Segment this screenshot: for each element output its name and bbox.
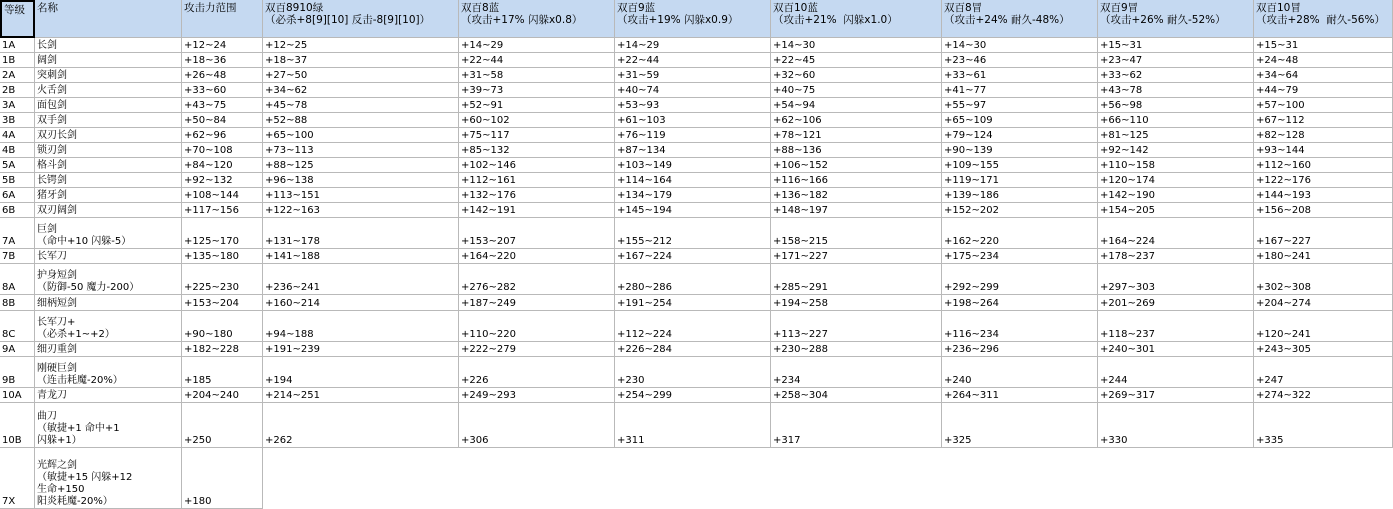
table-cell-blue8[interactable]: +276~282 xyxy=(459,264,615,295)
table-cell-blue9[interactable]: +145~194 xyxy=(615,203,771,218)
table-cell-range[interactable]: +92~132 xyxy=(182,173,263,188)
table-cell-blue9[interactable]: +114~164 xyxy=(615,173,771,188)
table-cell-range[interactable]: +117~156 xyxy=(182,203,263,218)
table-cell-risk10[interactable]: +67~112 xyxy=(1254,113,1393,128)
table-cell-risk8[interactable]: +264~311 xyxy=(942,388,1098,403)
table-cell-name[interactable]: 双刃阔剑 xyxy=(35,203,182,218)
table-cell-level[interactable]: 8A xyxy=(0,264,35,295)
table-cell-name[interactable]: 细刃重剑 xyxy=(35,342,182,357)
table-cell-level[interactable]: 2A xyxy=(0,68,35,83)
table-cell-risk8[interactable]: +152~202 xyxy=(942,203,1098,218)
table-cell-name[interactable]: 双刃长剑 xyxy=(35,128,182,143)
table-cell-level[interactable]: 3A xyxy=(0,98,35,113)
table-cell-level[interactable]: 7B xyxy=(0,249,35,264)
table-cell-name[interactable]: 长剑 xyxy=(35,38,182,53)
table-cell-name[interactable]: 长军刀+ （必杀+1~+2） xyxy=(35,311,182,342)
empty-cell[interactable] xyxy=(1098,448,1254,509)
table-cell-blue8[interactable]: +85~132 xyxy=(459,143,615,158)
table-cell-blue8[interactable]: +164~220 xyxy=(459,249,615,264)
table-cell-risk9[interactable]: +23~47 xyxy=(1098,53,1254,68)
table-cell-risk10[interactable]: +120~241 xyxy=(1254,311,1393,342)
table-cell-risk10[interactable]: +180~241 xyxy=(1254,249,1393,264)
table-cell-range[interactable]: +153~204 xyxy=(182,295,263,311)
table-cell-level[interactable]: 4A xyxy=(0,128,35,143)
table-cell-green[interactable]: +94~188 xyxy=(263,311,459,342)
table-cell-blue10[interactable]: +194~258 xyxy=(771,295,942,311)
table-cell-blue10[interactable]: +113~227 xyxy=(771,311,942,342)
table-cell-risk8[interactable]: +14~30 xyxy=(942,38,1098,53)
table-cell-risk9[interactable]: +330 xyxy=(1098,403,1254,448)
table-cell-green[interactable]: +122~163 xyxy=(263,203,459,218)
table-cell-name[interactable]: 光辉之剑 （敏捷+15 闪躲+12 生命+150 阳炎耗魔-20%） xyxy=(35,448,182,509)
table-cell-blue9[interactable]: +112~224 xyxy=(615,311,771,342)
table-cell-blue10[interactable]: +116~166 xyxy=(771,173,942,188)
table-cell-risk10[interactable]: +112~160 xyxy=(1254,158,1393,173)
table-cell-risk10[interactable]: +122~176 xyxy=(1254,173,1393,188)
table-cell-risk9[interactable]: +81~125 xyxy=(1098,128,1254,143)
table-cell-blue9[interactable]: +103~149 xyxy=(615,158,771,173)
table-cell-green[interactable]: +45~78 xyxy=(263,98,459,113)
table-cell-risk9[interactable]: +201~269 xyxy=(1098,295,1254,311)
header-cell-green[interactable]: 双百8910绿 （必杀+8[9][10] 反击-8[9][10]） xyxy=(263,0,459,38)
table-cell-risk8[interactable]: +162~220 xyxy=(942,218,1098,249)
table-cell-blue8[interactable]: +142~191 xyxy=(459,203,615,218)
table-cell-blue10[interactable]: +285~291 xyxy=(771,264,942,295)
table-cell-green[interactable]: +12~25 xyxy=(263,38,459,53)
table-cell-name[interactable]: 双手剑 xyxy=(35,113,182,128)
table-cell-risk8[interactable]: +292~299 xyxy=(942,264,1098,295)
table-cell-risk8[interactable]: +139~186 xyxy=(942,188,1098,203)
empty-cell[interactable] xyxy=(1254,448,1393,509)
table-cell-blue9[interactable]: +155~212 xyxy=(615,218,771,249)
table-cell-risk9[interactable]: +142~190 xyxy=(1098,188,1254,203)
table-cell-green[interactable]: +18~37 xyxy=(263,53,459,68)
table-cell-risk10[interactable]: +274~322 xyxy=(1254,388,1393,403)
table-cell-level[interactable]: 10B xyxy=(0,403,35,448)
table-cell-risk9[interactable]: +269~317 xyxy=(1098,388,1254,403)
table-cell-range[interactable]: +125~170 xyxy=(182,218,263,249)
table-cell-blue10[interactable]: +62~106 xyxy=(771,113,942,128)
table-cell-name[interactable]: 曲刀 （敏捷+1 命中+1 闪躲+1） xyxy=(35,403,182,448)
table-cell-blue10[interactable]: +106~152 xyxy=(771,158,942,173)
table-cell-level[interactable]: 1A xyxy=(0,38,35,53)
table-cell-green[interactable]: +236~241 xyxy=(263,264,459,295)
table-cell-risk8[interactable]: +198~264 xyxy=(942,295,1098,311)
table-cell-risk8[interactable]: +240 xyxy=(942,357,1098,388)
table-cell-risk8[interactable]: +109~155 xyxy=(942,158,1098,173)
table-cell-blue9[interactable]: +87~134 xyxy=(615,143,771,158)
table-cell-name[interactable]: 突刺剑 xyxy=(35,68,182,83)
table-cell-risk10[interactable]: +82~128 xyxy=(1254,128,1393,143)
table-cell-blue10[interactable]: +14~30 xyxy=(771,38,942,53)
table-cell-name[interactable]: 猪牙剑 xyxy=(35,188,182,203)
table-cell-name[interactable]: 锁刃剑 xyxy=(35,143,182,158)
table-cell-risk8[interactable]: +116~234 xyxy=(942,311,1098,342)
table-cell-blue10[interactable]: +171~227 xyxy=(771,249,942,264)
table-cell-name[interactable]: 刚硬巨剑 （连击耗魔-20%） xyxy=(35,357,182,388)
table-cell-blue10[interactable]: +88~136 xyxy=(771,143,942,158)
table-cell-green[interactable]: +194 xyxy=(263,357,459,388)
table-cell-risk9[interactable]: +240~301 xyxy=(1098,342,1254,357)
table-cell-blue8[interactable]: +75~117 xyxy=(459,128,615,143)
table-cell-blue8[interactable]: +60~102 xyxy=(459,113,615,128)
header-cell-blue8[interactable]: 双百8蓝 （攻击+17% 闪躲x0.8） xyxy=(459,0,615,38)
table-cell-blue10[interactable]: +230~288 xyxy=(771,342,942,357)
table-cell-level[interactable]: 6B xyxy=(0,203,35,218)
table-cell-range[interactable]: +182~228 xyxy=(182,342,263,357)
table-cell-name[interactable]: 长锷剑 xyxy=(35,173,182,188)
table-cell-range[interactable]: +62~96 xyxy=(182,128,263,143)
table-cell-risk8[interactable]: +23~46 xyxy=(942,53,1098,68)
table-cell-blue10[interactable]: +54~94 xyxy=(771,98,942,113)
table-cell-blue9[interactable]: +311 xyxy=(615,403,771,448)
table-cell-blue9[interactable]: +230 xyxy=(615,357,771,388)
table-cell-blue9[interactable]: +226~284 xyxy=(615,342,771,357)
table-cell-risk9[interactable]: +92~142 xyxy=(1098,143,1254,158)
table-cell-risk9[interactable]: +244 xyxy=(1098,357,1254,388)
table-cell-blue8[interactable]: +187~249 xyxy=(459,295,615,311)
table-cell-name[interactable]: 细柄短剑 xyxy=(35,295,182,311)
table-cell-level[interactable]: 8B xyxy=(0,295,35,311)
table-cell-blue9[interactable]: +167~224 xyxy=(615,249,771,264)
header-cell-risk9[interactable]: 双百9冒 （攻击+26% 耐久-52%） xyxy=(1098,0,1254,38)
table-cell-green[interactable]: +65~100 xyxy=(263,128,459,143)
table-cell-risk10[interactable]: +24~48 xyxy=(1254,53,1393,68)
table-cell-blue9[interactable]: +280~286 xyxy=(615,264,771,295)
table-cell-range[interactable]: +84~120 xyxy=(182,158,263,173)
table-cell-range[interactable]: +18~36 xyxy=(182,53,263,68)
table-cell-blue10[interactable]: +317 xyxy=(771,403,942,448)
table-cell-risk9[interactable]: +110~158 xyxy=(1098,158,1254,173)
table-cell-risk10[interactable]: +302~308 xyxy=(1254,264,1393,295)
table-cell-risk10[interactable]: +335 xyxy=(1254,403,1393,448)
table-cell-risk8[interactable]: +65~109 xyxy=(942,113,1098,128)
table-cell-risk9[interactable]: +118~237 xyxy=(1098,311,1254,342)
header-cell-blue9[interactable]: 双百9蓝 （攻击+19% 闪躲x0.9） xyxy=(615,0,771,38)
table-cell-level[interactable]: 5A xyxy=(0,158,35,173)
table-cell-range[interactable]: +26~48 xyxy=(182,68,263,83)
table-cell-blue10[interactable]: +32~60 xyxy=(771,68,942,83)
table-cell-range[interactable]: +50~84 xyxy=(182,113,263,128)
table-cell-level[interactable]: 7A xyxy=(0,218,35,249)
table-cell-risk10[interactable]: +93~144 xyxy=(1254,143,1393,158)
table-cell-blue9[interactable]: +53~93 xyxy=(615,98,771,113)
table-cell-range[interactable]: +135~180 xyxy=(182,249,263,264)
table-cell-blue8[interactable]: +153~207 xyxy=(459,218,615,249)
table-cell-risk9[interactable]: +66~110 xyxy=(1098,113,1254,128)
table-cell-risk10[interactable]: +34~64 xyxy=(1254,68,1393,83)
table-cell-name[interactable]: 护身短剑 （防御-50 魔力-200） xyxy=(35,264,182,295)
table-cell-green[interactable]: +214~251 xyxy=(263,388,459,403)
table-cell-risk8[interactable]: +175~234 xyxy=(942,249,1098,264)
table-cell-blue8[interactable]: +110~220 xyxy=(459,311,615,342)
table-cell-risk8[interactable]: +325 xyxy=(942,403,1098,448)
header-cell-risk8[interactable]: 双百8冒 （攻击+24% 耐久-48%） xyxy=(942,0,1098,38)
table-cell-blue9[interactable]: +134~179 xyxy=(615,188,771,203)
table-cell-risk9[interactable]: +178~237 xyxy=(1098,249,1254,264)
table-cell-blue10[interactable]: +234 xyxy=(771,357,942,388)
table-cell-name[interactable]: 面包剑 xyxy=(35,98,182,113)
table-cell-range[interactable]: +90~180 xyxy=(182,311,263,342)
empty-cell[interactable] xyxy=(615,448,771,509)
table-cell-risk10[interactable]: +247 xyxy=(1254,357,1393,388)
table-cell-risk9[interactable]: +164~224 xyxy=(1098,218,1254,249)
table-cell-risk10[interactable]: +167~227 xyxy=(1254,218,1393,249)
table-cell-blue8[interactable]: +112~161 xyxy=(459,173,615,188)
header-cell-name[interactable]: 名称 xyxy=(35,0,182,38)
header-cell-range[interactable]: 攻击力范围 xyxy=(182,0,263,38)
table-cell-name[interactable]: 长军刀 xyxy=(35,249,182,264)
table-cell-name[interactable]: 青龙刀 xyxy=(35,388,182,403)
table-cell-range[interactable]: +225~230 xyxy=(182,264,263,295)
table-cell-blue8[interactable]: +132~176 xyxy=(459,188,615,203)
table-cell-risk10[interactable]: +44~79 xyxy=(1254,83,1393,98)
table-cell-level[interactable]: 9A xyxy=(0,342,35,357)
table-cell-name[interactable]: 火舌剑 xyxy=(35,83,182,98)
table-cell-level[interactable]: 8C xyxy=(0,311,35,342)
empty-cell[interactable] xyxy=(771,448,942,509)
table-cell-risk9[interactable]: +154~205 xyxy=(1098,203,1254,218)
table-cell-range[interactable]: +204~240 xyxy=(182,388,263,403)
table-cell-risk9[interactable]: +120~174 xyxy=(1098,173,1254,188)
table-cell-blue10[interactable]: +40~75 xyxy=(771,83,942,98)
table-cell-green[interactable]: +160~214 xyxy=(263,295,459,311)
table-cell-green[interactable]: +27~50 xyxy=(263,68,459,83)
table-cell-name[interactable]: 阔剑 xyxy=(35,53,182,68)
table-cell-blue9[interactable]: +40~74 xyxy=(615,83,771,98)
table-cell-blue9[interactable]: +191~254 xyxy=(615,295,771,311)
table-cell-level[interactable]: 5B xyxy=(0,173,35,188)
table-cell-risk10[interactable]: +15~31 xyxy=(1254,38,1393,53)
table-cell-risk9[interactable]: +15~31 xyxy=(1098,38,1254,53)
table-cell-green[interactable]: +141~188 xyxy=(263,249,459,264)
table-cell-risk8[interactable]: +33~61 xyxy=(942,68,1098,83)
table-cell-range[interactable]: +12~24 xyxy=(182,38,263,53)
table-cell-blue8[interactable]: +249~293 xyxy=(459,388,615,403)
table-cell-level[interactable]: 6A xyxy=(0,188,35,203)
table-cell-risk10[interactable]: +156~208 xyxy=(1254,203,1393,218)
table-cell-risk8[interactable]: +79~124 xyxy=(942,128,1098,143)
table-cell-level[interactable]: 4B xyxy=(0,143,35,158)
table-cell-blue10[interactable]: +22~45 xyxy=(771,53,942,68)
header-cell-risk10[interactable]: 双百10冒 （攻击+28% 耐久-56%） xyxy=(1254,0,1393,38)
table-cell-level[interactable]: 10A xyxy=(0,388,35,403)
table-cell-risk9[interactable]: +33~62 xyxy=(1098,68,1254,83)
table-cell-risk8[interactable]: +119~171 xyxy=(942,173,1098,188)
table-cell-blue9[interactable]: +61~103 xyxy=(615,113,771,128)
header-cell-blue10[interactable]: 双百10蓝 （攻击+21% 闪躲x1.0） xyxy=(771,0,942,38)
table-cell-blue8[interactable]: +226 xyxy=(459,357,615,388)
table-cell-risk10[interactable]: +57~100 xyxy=(1254,98,1393,113)
table-cell-blue8[interactable]: +39~73 xyxy=(459,83,615,98)
header-cell-level[interactable]: 等级 xyxy=(0,0,35,38)
table-cell-risk8[interactable]: +55~97 xyxy=(942,98,1098,113)
table-cell-green[interactable]: +131~178 xyxy=(263,218,459,249)
table-cell-green[interactable]: +96~138 xyxy=(263,173,459,188)
table-cell-green[interactable]: +88~125 xyxy=(263,158,459,173)
table-cell-name[interactable]: 巨剑 （命中+10 闪躲-5） xyxy=(35,218,182,249)
table-cell-risk8[interactable]: +41~77 xyxy=(942,83,1098,98)
table-cell-range[interactable]: +70~108 xyxy=(182,143,263,158)
table-cell-blue8[interactable]: +14~29 xyxy=(459,38,615,53)
table-cell-risk9[interactable]: +43~78 xyxy=(1098,83,1254,98)
table-cell-blue10[interactable]: +136~182 xyxy=(771,188,942,203)
table-cell-green[interactable]: +34~62 xyxy=(263,83,459,98)
table-cell-blue8[interactable]: +222~279 xyxy=(459,342,615,357)
table-cell-name[interactable]: 格斗剑 xyxy=(35,158,182,173)
table-cell-green[interactable]: +52~88 xyxy=(263,113,459,128)
table-cell-risk9[interactable]: +56~98 xyxy=(1098,98,1254,113)
table-cell-blue10[interactable]: +78~121 xyxy=(771,128,942,143)
table-cell-green[interactable]: +262 xyxy=(263,403,459,448)
table-cell-blue8[interactable]: +102~146 xyxy=(459,158,615,173)
table-cell-blue10[interactable]: +158~215 xyxy=(771,218,942,249)
table-cell-blue10[interactable]: +148~197 xyxy=(771,203,942,218)
table-cell-blue8[interactable]: +52~91 xyxy=(459,98,615,113)
table-cell-blue8[interactable]: +22~44 xyxy=(459,53,615,68)
table-cell-blue9[interactable]: +22~44 xyxy=(615,53,771,68)
table-cell-risk10[interactable]: +243~305 xyxy=(1254,342,1393,357)
table-cell-range[interactable]: +185 xyxy=(182,357,263,388)
empty-cell[interactable] xyxy=(942,448,1098,509)
table-cell-blue9[interactable]: +14~29 xyxy=(615,38,771,53)
table-cell-green[interactable]: +113~151 xyxy=(263,188,459,203)
table-cell-blue8[interactable]: +31~58 xyxy=(459,68,615,83)
table-cell-level[interactable]: 1B xyxy=(0,53,35,68)
table-cell-level[interactable]: 2B xyxy=(0,83,35,98)
table-cell-risk9[interactable]: +297~303 xyxy=(1098,264,1254,295)
table-cell-green[interactable]: +191~239 xyxy=(263,342,459,357)
empty-cell[interactable] xyxy=(263,448,459,509)
table-cell-risk10[interactable]: +204~274 xyxy=(1254,295,1393,311)
table-cell-range[interactable]: +43~75 xyxy=(182,98,263,113)
table-cell-blue9[interactable]: +31~59 xyxy=(615,68,771,83)
table-cell-blue10[interactable]: +258~304 xyxy=(771,388,942,403)
table-cell-range[interactable]: +250 xyxy=(182,403,263,448)
table-cell-range[interactable]: +33~60 xyxy=(182,83,263,98)
empty-cell[interactable] xyxy=(459,448,615,509)
table-cell-risk8[interactable]: +90~139 xyxy=(942,143,1098,158)
table-cell-blue9[interactable]: +76~119 xyxy=(615,128,771,143)
table-cell-risk10[interactable]: +144~193 xyxy=(1254,188,1393,203)
table-cell-blue8[interactable]: +306 xyxy=(459,403,615,448)
table-cell-green[interactable]: +73~113 xyxy=(263,143,459,158)
table-cell-level[interactable]: 7X xyxy=(0,448,35,509)
table-cell-level[interactable]: 3B xyxy=(0,113,35,128)
table-cell-blue9[interactable]: +254~299 xyxy=(615,388,771,403)
table-cell-level[interactable]: 9B xyxy=(0,357,35,388)
table-cell-range[interactable]: +108~144 xyxy=(182,188,263,203)
table-cell-risk8[interactable]: +236~296 xyxy=(942,342,1098,357)
table-cell-range[interactable]: +180 xyxy=(182,448,263,509)
